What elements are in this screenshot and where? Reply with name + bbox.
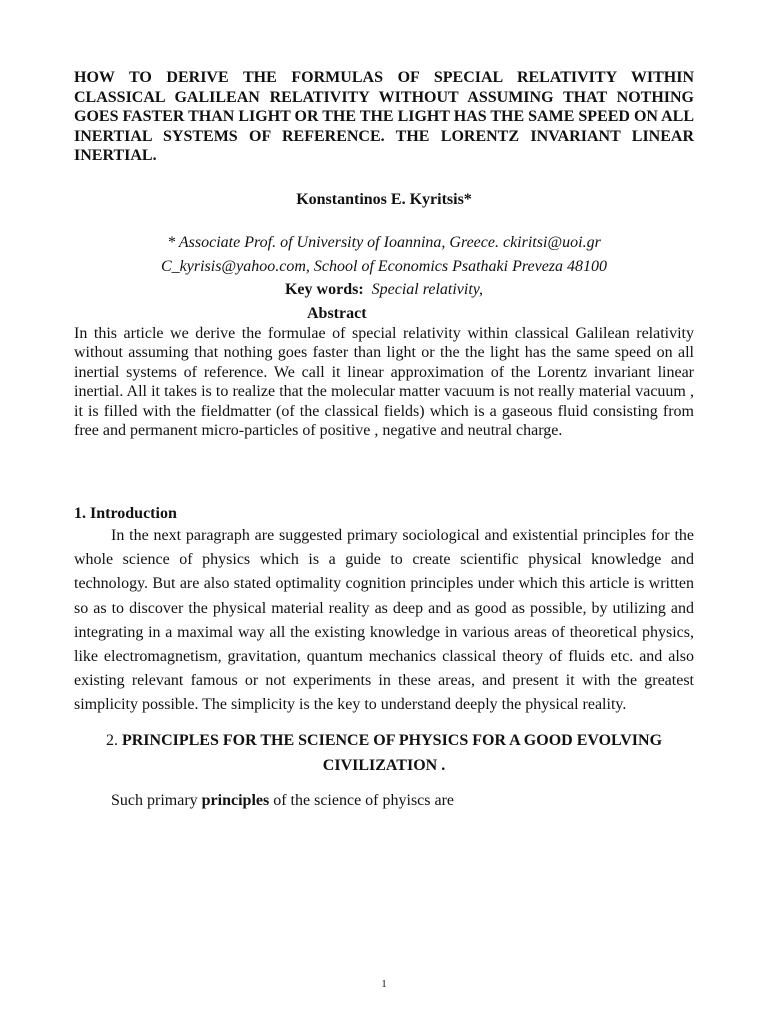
section-2-text-bold: principles [201, 791, 270, 809]
paper-title: HOW TO DERIVE THE FORMULAS OF SPECIAL RELATIVITY WITHIN CLASSICAL GALILEAN RELATIVITY WITHOUT ASSUMING THAT NOTHING GOES FASTER THAN LIGHT OR THE THE LIGHT HAS THE SAME SPEED ON ALL INERTIAL SYSTEMS OF REFERENCE. THE LORENTZ INVARIANT LINEAR INERTIAL. [74, 69, 694, 164]
affiliation [74, 231, 694, 279]
section-2-text-after: of the science of phyiscs are [269, 791, 455, 809]
affiliation-line-2: C_kyrisis@yahoo.com, School of Economics Psathaki Preveza 48100 [160, 257, 608, 275]
paper-page [74, 68, 694, 811]
keywords-label: Key words: [284, 280, 364, 298]
section-2-number: 2. [105, 731, 118, 749]
abstract-heading: Abstract [307, 304, 367, 322]
section-2-heading [74, 728, 694, 778]
section-2-text-before: Such primary [111, 791, 202, 809]
section-1-heading: 1. Introduction [74, 505, 177, 523]
keywords [74, 279, 694, 301]
author-name: Konstantinos E. Kyritsis* [296, 190, 472, 208]
page-number: 1 [381, 978, 387, 990]
abstract-text: In this article we derive the formulae of special relativity within classical Galilean relativity without assuming that nothing goes faster than light or the the light has the same speed on all inertial systems of reference. We call it linear approximation of the Lorentz invariant linear inertial. All it takes is to realize that the molecular matter vacuum is not really material vacuum , it is filled with the fieldmatter (of the classical fields) which is a gaseous fluid consisting from free and permanent micro-particles of positive , negative and neutral charge. [74, 324, 694, 440]
affiliation-line-1: * Associate Prof. of University of Ioannina, Greece. ckiritsi@uoi.gr [167, 233, 601, 251]
section-1-text: In the next paragraph are suggested primary sociological and existential principles for the whole science of physics which is a guide to create scientific physical knowledge and technology. But are also stated optimality cognition principles under which this article is written so as to discover the physical material reality as deep and as good as possible, by utilizing and integrating in a maximal way all the existing knowledge in various areas of theoretical physics, like electromagnetism, gravitation, quantum mechanics classical theory of fluids etc. and also existing relevant famous or not experiments in these areas, and present it with the greatest simplicity possible. The simplicity is the key to understand deeply the physical reality. [74, 527, 694, 714]
section-2-text [74, 791, 694, 811]
keywords-value: Special relativity, [371, 280, 484, 298]
section-2-title: PRINCIPLES FOR THE SCIENCE OF PHYSICS FOR A GOOD EVOLVING CIVILIZATION . [121, 731, 663, 774]
